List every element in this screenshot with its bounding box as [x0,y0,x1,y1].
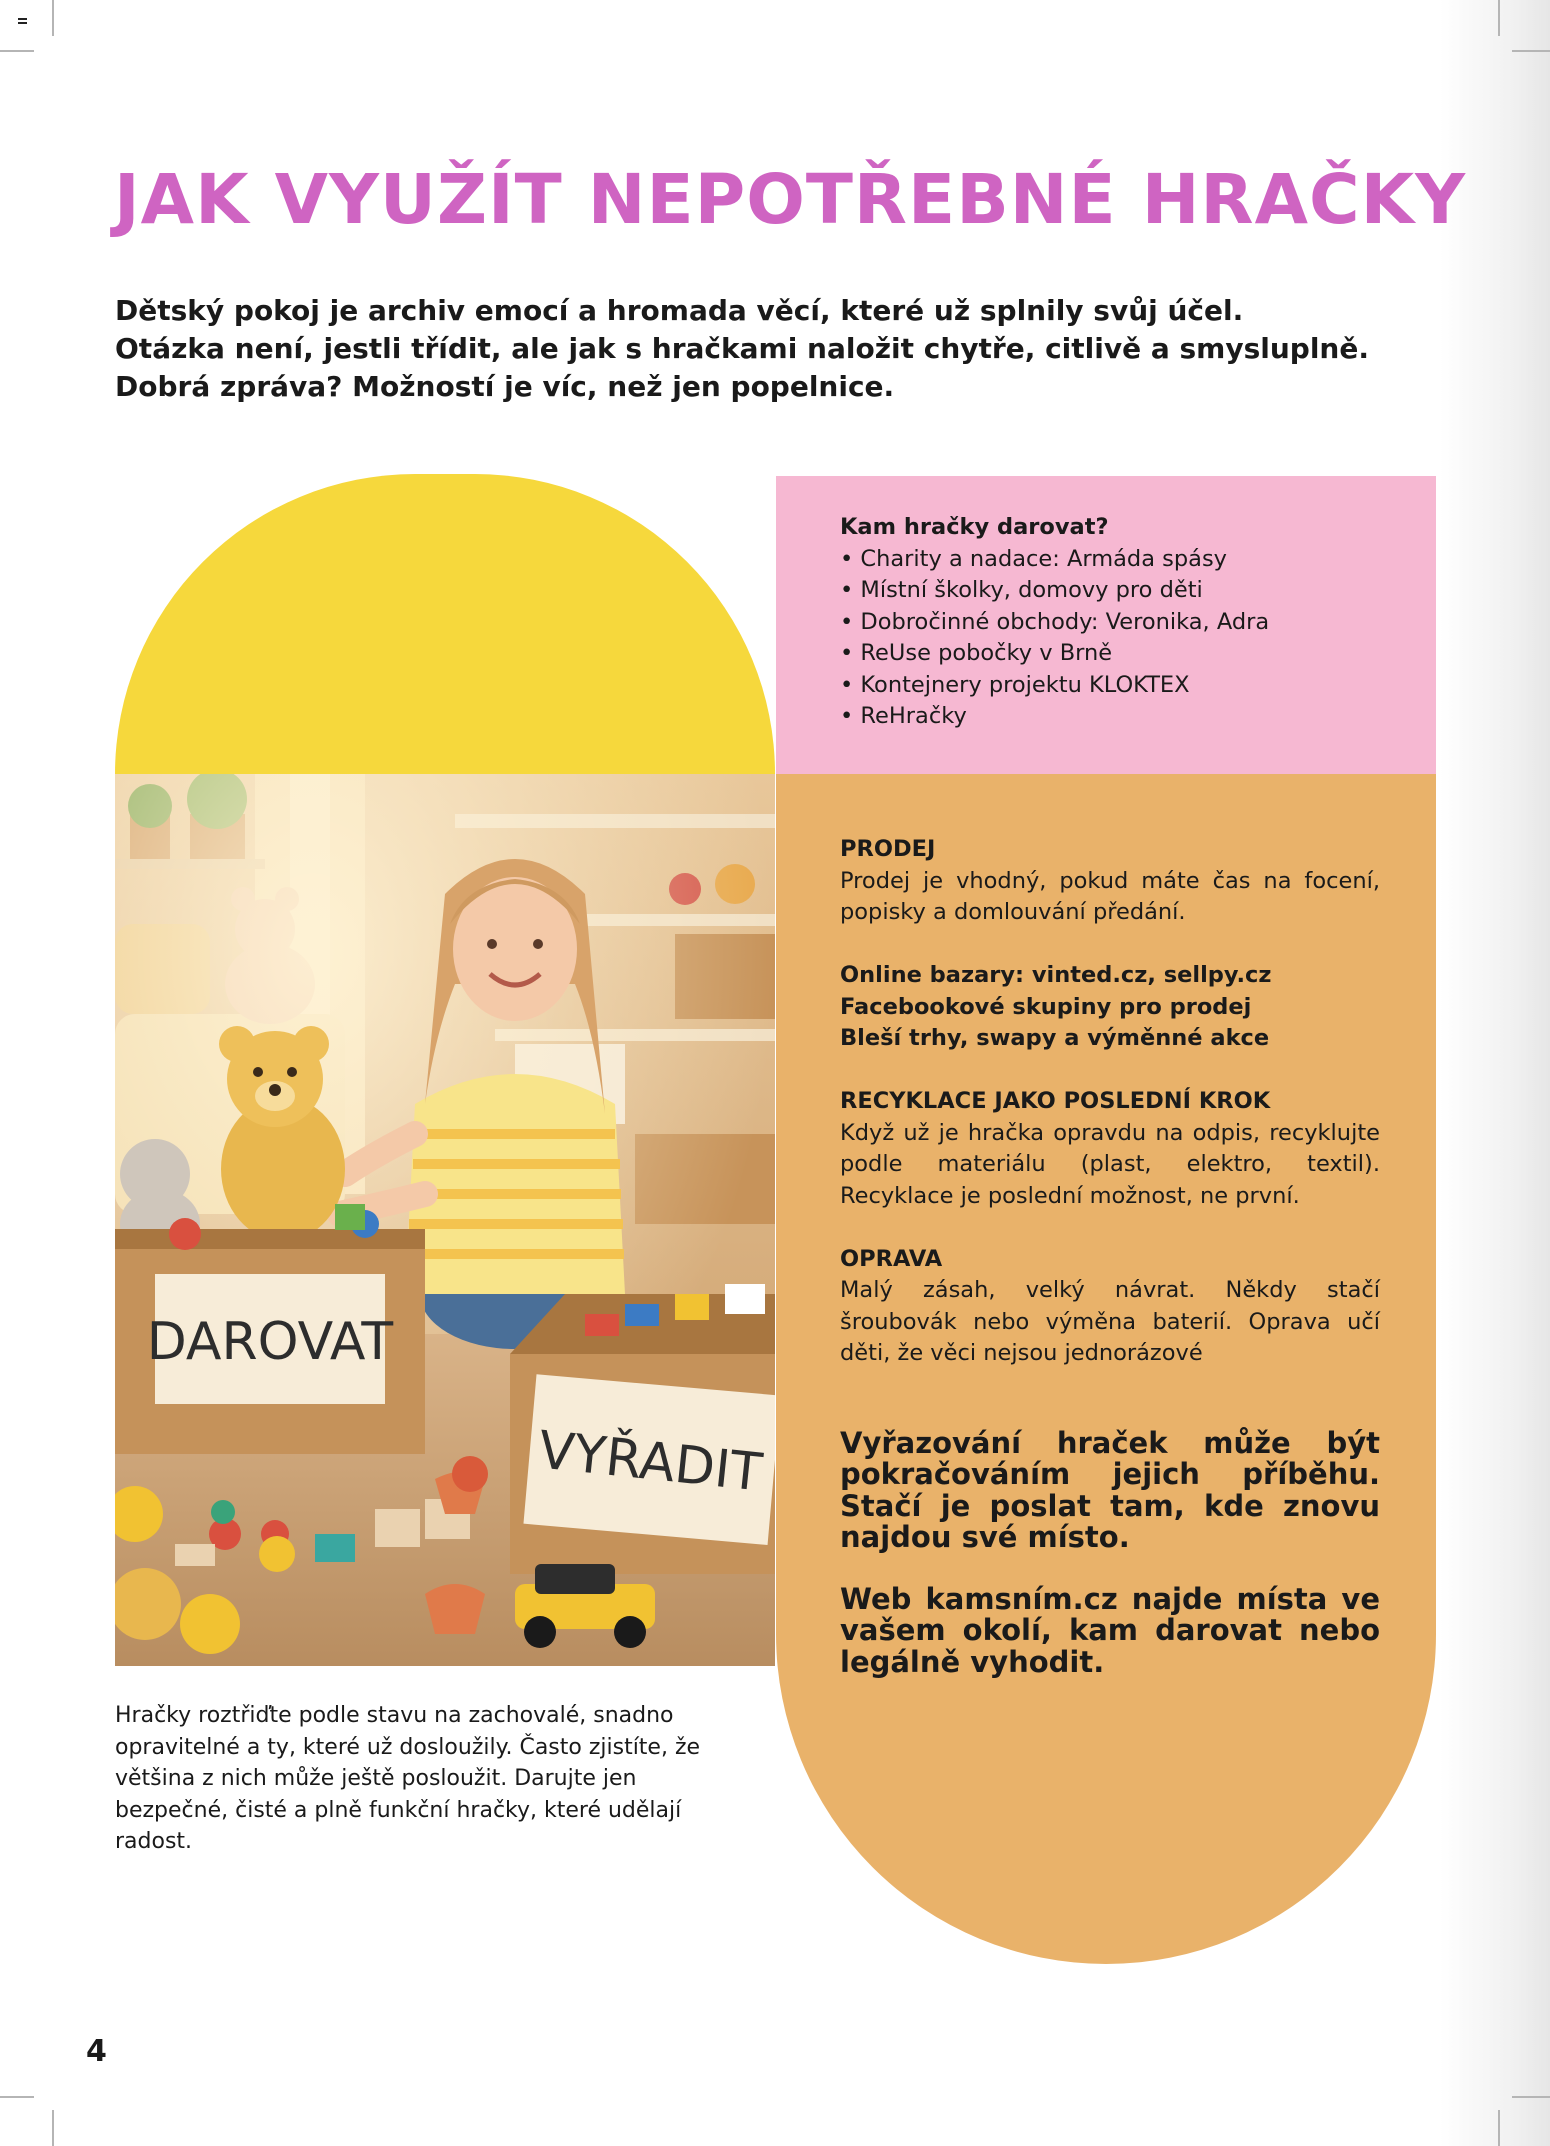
donate-heading: Kam hračky darovat? [840,514,1109,540]
photo-caption: Hračky roztřiďte podle stavu na zachovalé, snadno opravitelné a ty, které už dosloužily. Často zjistíte, že většina z nich může ještě posloužit. Darujte jen bezpečné, čisté a plně funkční hračky, které udělají radost. [115,1703,701,1854]
crop-mark [1498,2110,1500,2146]
page-edge-shadow [1440,0,1550,2146]
menu-icon[interactable] [18,18,27,27]
list-item: • Místní školky, domovy pro děti [840,577,1203,603]
sale-channel: Online bazary: vinted.cz, sellpy.cz [840,962,1272,988]
recycle-section [840,1086,1380,1212]
sale-channel: Facebookové skupiny pro prodej [840,993,1252,1020]
crop-mark [1498,0,1500,36]
intro-paragraph [115,292,1415,406]
sale-channel: Bleší trhy, swapy a výměnné akce [840,1025,1270,1051]
tips-panel [776,774,1436,1964]
recycle-text: Když už je hračka opravdu na odpis, recyklujte podle materiálu (plast, elektro, textil). Recyklace je poslední možnost, ne první. [840,1119,1380,1209]
crop-mark [52,0,54,36]
page-number: 4 [86,2034,107,2069]
intro-line: Dětský pokoj je archiv emocí a hromada věcí, které už splnily svůj účel. [115,294,1244,327]
list-item: • Charity a nadace: Armáda spásy [840,545,1227,572]
repair-heading: OPRAVA [840,1245,943,1272]
crop-mark [0,50,34,52]
intro-line: Dobrá zpráva? Možností je víc, než jen popelnice. [115,370,895,403]
sale-section [840,834,1380,1055]
closing-statement: Vyřazování hraček může být pokračováním jejich příběhu. Stačí je poslat tam, kde znovu najdou své místo. [840,1425,1380,1554]
closing-web-tip: Web kamsním.cz najde místa ve vašem okolí, kam darovat nebo legálně vyhodit. [840,1581,1380,1679]
list-item: • ReHračky [840,703,967,729]
crop-mark [1512,2096,1550,2098]
sale-heading: PRODEJ [840,836,936,862]
recycle-heading: RECYKLACE JAKO POSLEDNÍ KROK [840,1088,1271,1114]
crop-mark [0,2096,34,2098]
list-item: • Dobročinné obchody: Veronika, Adra [840,608,1270,635]
yellow-semicircle [115,474,775,774]
list-item: • Kontejnery projektu KLOKTEX [840,671,1190,698]
box-label-vyradit: VYŘADIT [535,1420,765,1504]
sale-text: Prodej je vhodný, pokud máte čas na focení, popisky a domlouvání předání. [840,867,1380,925]
crop-mark [52,2110,54,2146]
page-title: JAK VYUŽÍT NEPOTŘEBNÉ HRAČKY [114,160,1467,240]
list-item: • ReUse pobočky v Brně [840,640,1113,666]
donate-list [840,544,1406,733]
intro-line: Otázka není, jestli třídit, ale jak s hračkami naložit chytře, citlivě a smysluplně. [115,332,1369,365]
photo-girl-sorting-toys [115,774,775,1666]
donate-panel [776,476,1436,774]
crop-mark [1512,50,1550,52]
repair-text: Malý zásah, velký návrat. Někdy stačí šroubovák nebo výměna baterií. Oprava učí děti, že věci nejsou jednorázové [840,1277,1380,1366]
box-label-darovat: DAROVAT [146,1312,394,1372]
repair-section [840,1244,1380,1370]
